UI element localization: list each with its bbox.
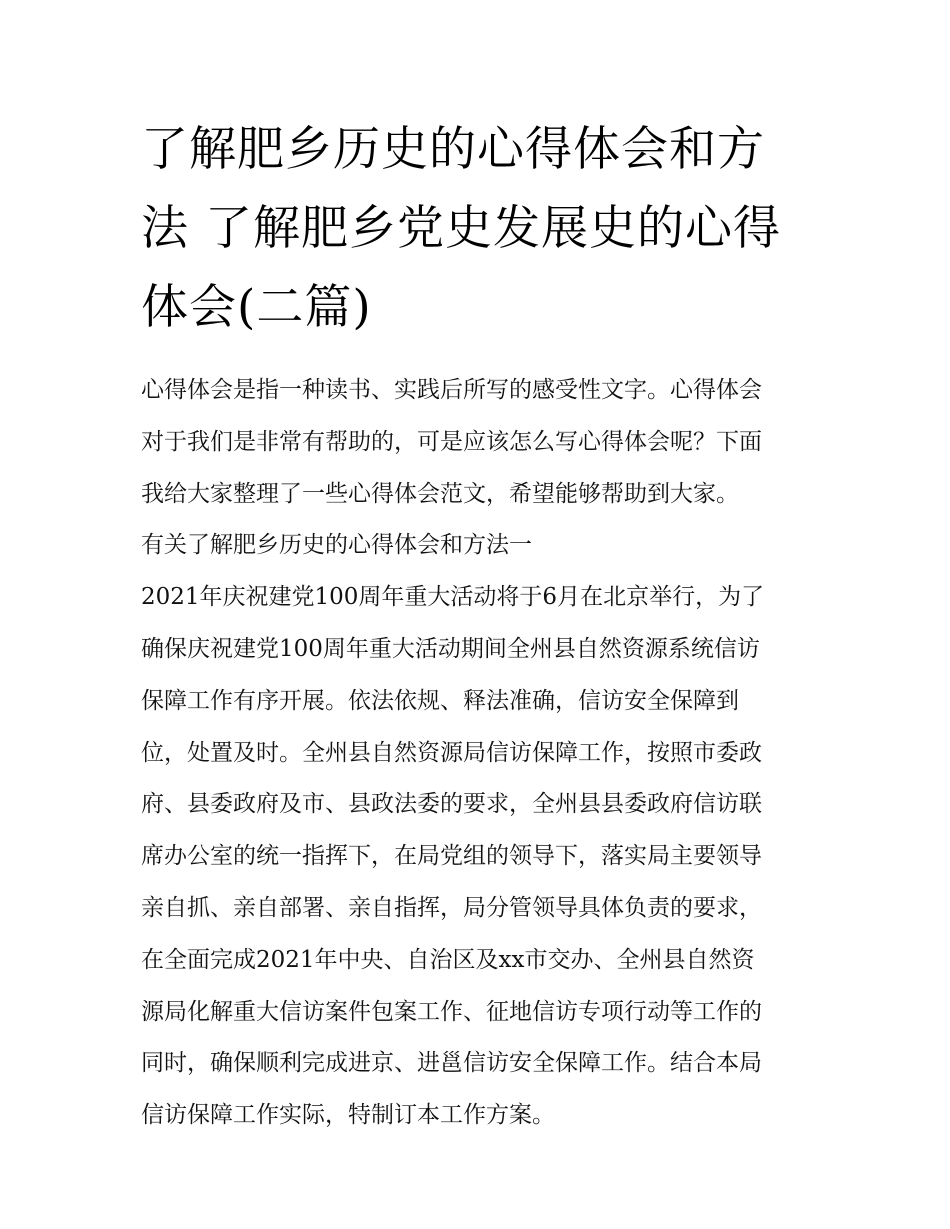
paragraph-line: 府、县委政府及市、县政法委的要求，全州县县委政府信访联 bbox=[141, 791, 762, 818]
intro-line: 心得体会是指一种读书、实践后所写的感受性文字。心得体会 bbox=[141, 377, 762, 403]
title-line: 了解肥乡历史的心得体会和方 bbox=[141, 122, 765, 177]
intro-line: 我给大家整理了一些心得体会范文，希望能够帮助到大家。 bbox=[141, 480, 739, 507]
document-content bbox=[141, 110, 813, 1142]
title-line: 法 了解肥乡党史发展史的心得 bbox=[141, 201, 781, 256]
paragraph-line: 在全面完成2021年中央、自治区及xx市交办、全州县自然资 bbox=[141, 946, 755, 973]
paragraph-line: 同时，确保顺利完成进京、进邕信访安全保障工作。结合本局 bbox=[141, 1050, 762, 1077]
paragraph-line: 亲自抓、亲自部署、亲自指挥，局分管领导具体负责的要求， bbox=[141, 894, 762, 921]
paragraph-line: 位，处置及时。全州县自然资源局信访保障工作，按照市委政 bbox=[141, 739, 762, 766]
paragraph-line: 源局化解重大信访案件包案工作、征地信访专项行动等工作的 bbox=[141, 998, 762, 1025]
title-line: 体会(二篇) bbox=[141, 280, 372, 335]
document-title bbox=[141, 110, 813, 347]
paragraph-line: 2021年庆祝建党100周年重大活动将于6月在北京举行，为了 bbox=[141, 584, 765, 611]
paragraph-line: 保障工作有序开展。依法依规、释法准确，信访安全保障到 bbox=[141, 687, 739, 714]
paragraph-line: 确保庆祝建党100周年重大活动期间全州县自然资源系统信访 bbox=[141, 635, 760, 662]
paragraph-line: 席办公室的统一指挥下，在局党组的领导下，落实局主要领导 bbox=[141, 843, 762, 870]
paragraph-line: 信访保障工作实际，特制订本工作方案。 bbox=[141, 1102, 555, 1129]
intro-line: 对于我们是非常有帮助的，可是应该怎么写心得体会呢？下面 bbox=[141, 428, 762, 455]
document-body bbox=[141, 365, 813, 1142]
section-heading: 有关了解肥乡历史的心得体会和方法一 bbox=[141, 532, 532, 559]
